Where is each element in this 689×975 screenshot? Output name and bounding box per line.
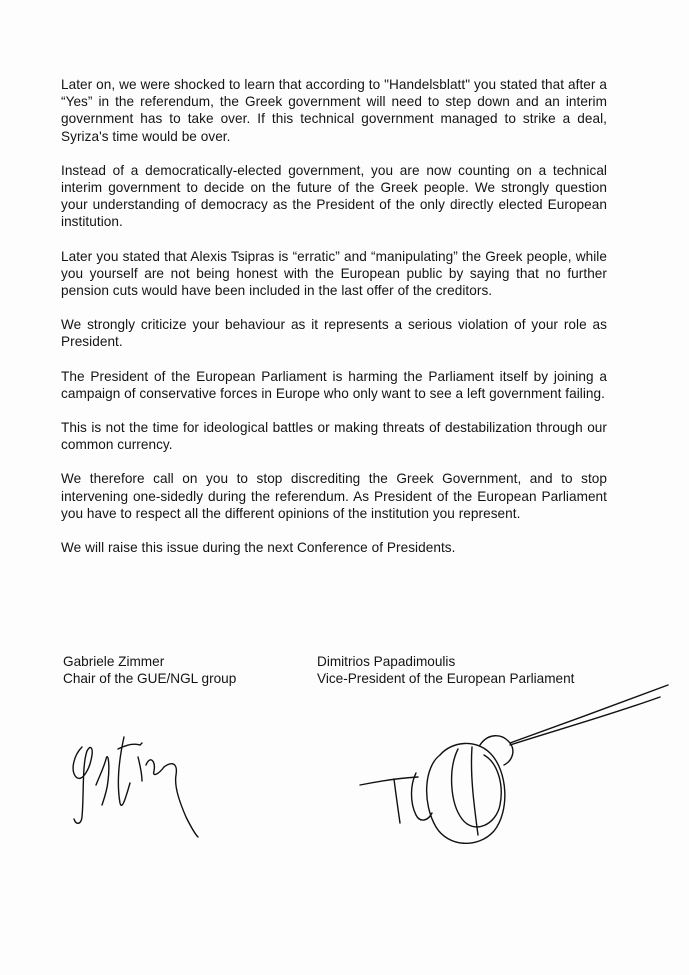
paragraph-conference: We will raise this issue during the next Conference of Presidents. <box>61 540 456 556</box>
signatory-right <box>317 653 574 687</box>
paragraph-ideological-battles: This is not the time for ideological battles or making threats of destabilization through our common currency. <box>61 420 607 453</box>
signature-left-image <box>60 725 220 845</box>
signatory-right-title: Vice-President of the European Parliament <box>317 671 575 686</box>
letter-body <box>61 76 607 573</box>
paragraph-interim-government: Instead of a democratically-elected government, you are now counting on a technical interim government to decide on the future of the Greek people. We strongly question your understanding of democracy as the President of the only directly elected European institution. <box>61 162 607 230</box>
paragraph-tsipras: Later you stated that Alexis Tsipras is “erratic” and “manipulating” the Greek people, while you yourself are not being honest with the European public by saying that no further pension cuts would have been included in the last offer of the creditors. <box>61 248 607 299</box>
paragraph-harming-parliament: The President of the European Parliament is harming the Parliament itself by joining a campaign of conservative forces in Europe who only want to see a left government failing. <box>61 368 607 401</box>
signatory-left-name: Gabriele Zimmer <box>63 654 165 669</box>
signature-right-image <box>360 685 670 855</box>
paragraph-handelsblatt: Later on, we were shocked to learn that according to "Handelsblatt" you stated that after a “Yes” in the referendum, the Greek government will need to step down and an interim government has to take over. If this technical government managed to strike a deal, Syriza's time would be over. <box>61 77 607 144</box>
signatory-right-name: Dimitrios Papadimoulis <box>317 654 456 669</box>
signatory-left-title: Chair of the GUE/NGL group <box>63 671 237 686</box>
signatory-left <box>63 653 236 687</box>
paragraph-criticize: We strongly criticize your behaviour as it represents a serious violation of your role as President. <box>61 317 607 350</box>
paragraph-call-to-stop: We therefore call on you to stop discrediting the Greek Government, and to stop intervening one-sidedly during the referendum. As President of the European Parliament you have to respect all the different opinions of the institution you represent. <box>61 471 607 521</box>
